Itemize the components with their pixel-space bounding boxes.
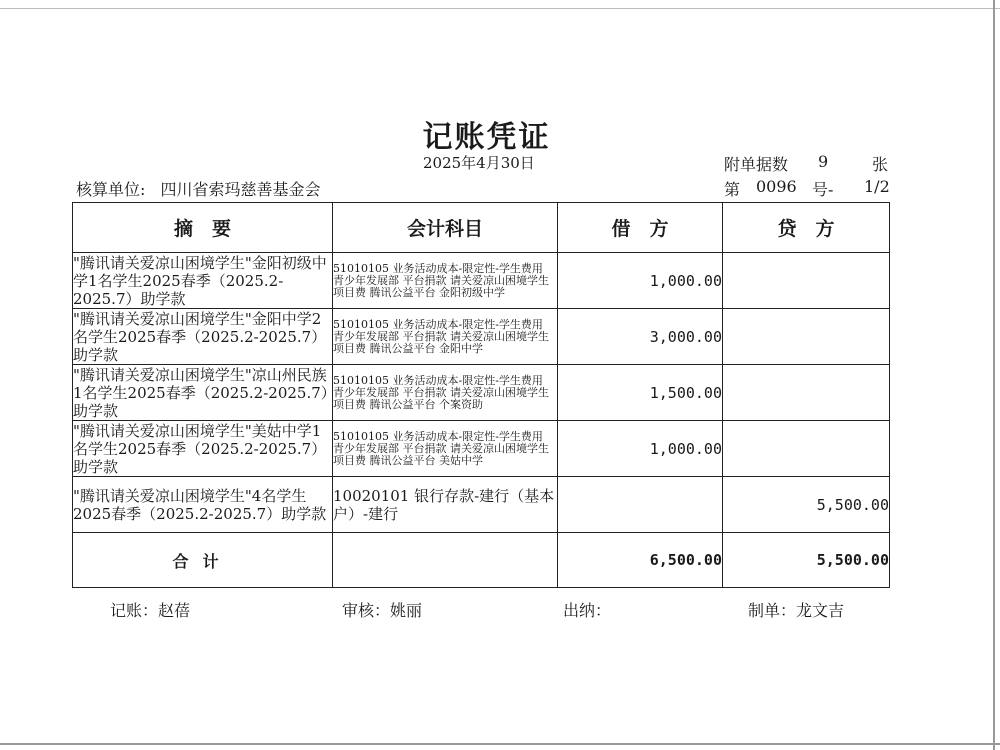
entry-debit: 1,500.00 bbox=[558, 365, 723, 421]
entry-credit bbox=[723, 421, 890, 477]
scan-edge-bottom bbox=[0, 743, 1000, 745]
table-row bbox=[73, 477, 890, 533]
total-row bbox=[73, 533, 890, 588]
entry-debit: 1,000.00 bbox=[558, 421, 723, 477]
total-account-blank bbox=[333, 533, 558, 588]
accounting-unit bbox=[76, 177, 321, 200]
entry-credit bbox=[723, 365, 890, 421]
scan-edge-right bbox=[993, 0, 995, 750]
header-account: 会计科目 bbox=[333, 203, 558, 253]
table-row bbox=[73, 309, 890, 365]
entry-summary: "腾讯请关爱凉山困境学生"凉山州民族1名学生2025春季（2025.2-2025.7）助学款 bbox=[73, 365, 333, 421]
table-row bbox=[73, 421, 890, 477]
attachment-number: 9 bbox=[818, 152, 829, 171]
accounting-unit-label: 核算单位: bbox=[76, 180, 146, 199]
scan-edge-top bbox=[0, 8, 1000, 9]
signature-bookkeeper: 记账：赵蓓 bbox=[110, 601, 191, 620]
table-header-row bbox=[73, 203, 890, 253]
voucher-number-value: 0096 bbox=[756, 177, 797, 196]
entry-summary: "腾讯请关爱凉山困境学生"美姑中学1名学生2025春季（2025.2-2025.7）助学款 bbox=[73, 421, 333, 477]
entry-debit bbox=[558, 477, 723, 533]
entry-credit bbox=[723, 309, 890, 365]
entry-credit: 5,500.00 bbox=[723, 477, 890, 533]
voucher-number-suffix: 号- bbox=[812, 180, 834, 199]
signature-cashier: 出纳： bbox=[563, 601, 612, 620]
voucher-table bbox=[72, 202, 890, 588]
table-row bbox=[73, 253, 890, 309]
entry-account: 10020101 银行存款-建行（基本户）-建行 bbox=[333, 477, 558, 533]
attachment-label: 附单据数 bbox=[724, 155, 789, 174]
entry-account: 51010105 业务活动成本-限定性-学生费用 青少年发展部 平台捐款 请关爱凉山困境学生 项目费 腾讯公益平台 美姑中学 bbox=[333, 421, 558, 477]
header-debit: 借 方 bbox=[558, 203, 723, 253]
voucher-date: 2025年4月30日 bbox=[423, 154, 535, 172]
total-label: 合计 bbox=[73, 533, 333, 588]
accounting-unit-name: 四川省索玛慈善基金会 bbox=[160, 180, 321, 199]
entry-summary: "腾讯请关爱凉山困境学生"金阳初级中学1名学生2025春季（2025.2-2025.7）助学款 bbox=[73, 253, 333, 309]
entry-account: 51010105 业务活动成本-限定性-学生费用 青少年发展部 平台捐款 请关爱凉山困境学生 项目费 腾讯公益平台 金阳初级中学 bbox=[333, 253, 558, 309]
entry-summary: "腾讯请关爱凉山困境学生"金阳中学2名学生2025春季（2025.2-2025.7）助学款 bbox=[73, 309, 333, 365]
signature-reviewer: 审核：姚丽 bbox=[342, 601, 423, 620]
entry-summary: "腾讯请关爱凉山困境学生"4名学生2025春季（2025.2-2025.7）助学款 bbox=[73, 477, 333, 533]
entry-account: 51010105 业务活动成本-限定性-学生费用 青少年发展部 平台捐款 请关爱凉山困境学生 项目费 腾讯公益平台 金阳中学 bbox=[333, 309, 558, 365]
signature-preparer: 制单：龙文吉 bbox=[748, 601, 845, 620]
entry-debit: 3,000.00 bbox=[558, 309, 723, 365]
header-summary: 摘 要 bbox=[73, 203, 333, 253]
entry-account: 51010105 业务活动成本-限定性-学生费用 青少年发展部 平台捐款 请关爱凉山困境学生 项目费 腾讯公益平台 个案资助 bbox=[333, 365, 558, 421]
entry-credit bbox=[723, 253, 890, 309]
total-debit: 6,500.00 bbox=[558, 533, 723, 588]
attachment-unit: 张 bbox=[872, 155, 889, 174]
voucher-page-index: 1/2 bbox=[864, 177, 890, 196]
total-credit: 5,500.00 bbox=[723, 533, 890, 588]
attachment-count bbox=[724, 152, 889, 175]
table-row bbox=[73, 365, 890, 421]
header-credit: 贷 方 bbox=[723, 203, 890, 253]
voucher-number-prefix: 第 bbox=[724, 180, 741, 199]
voucher-title: 记账凭证 bbox=[422, 120, 551, 155]
entry-debit: 1,000.00 bbox=[558, 253, 723, 309]
